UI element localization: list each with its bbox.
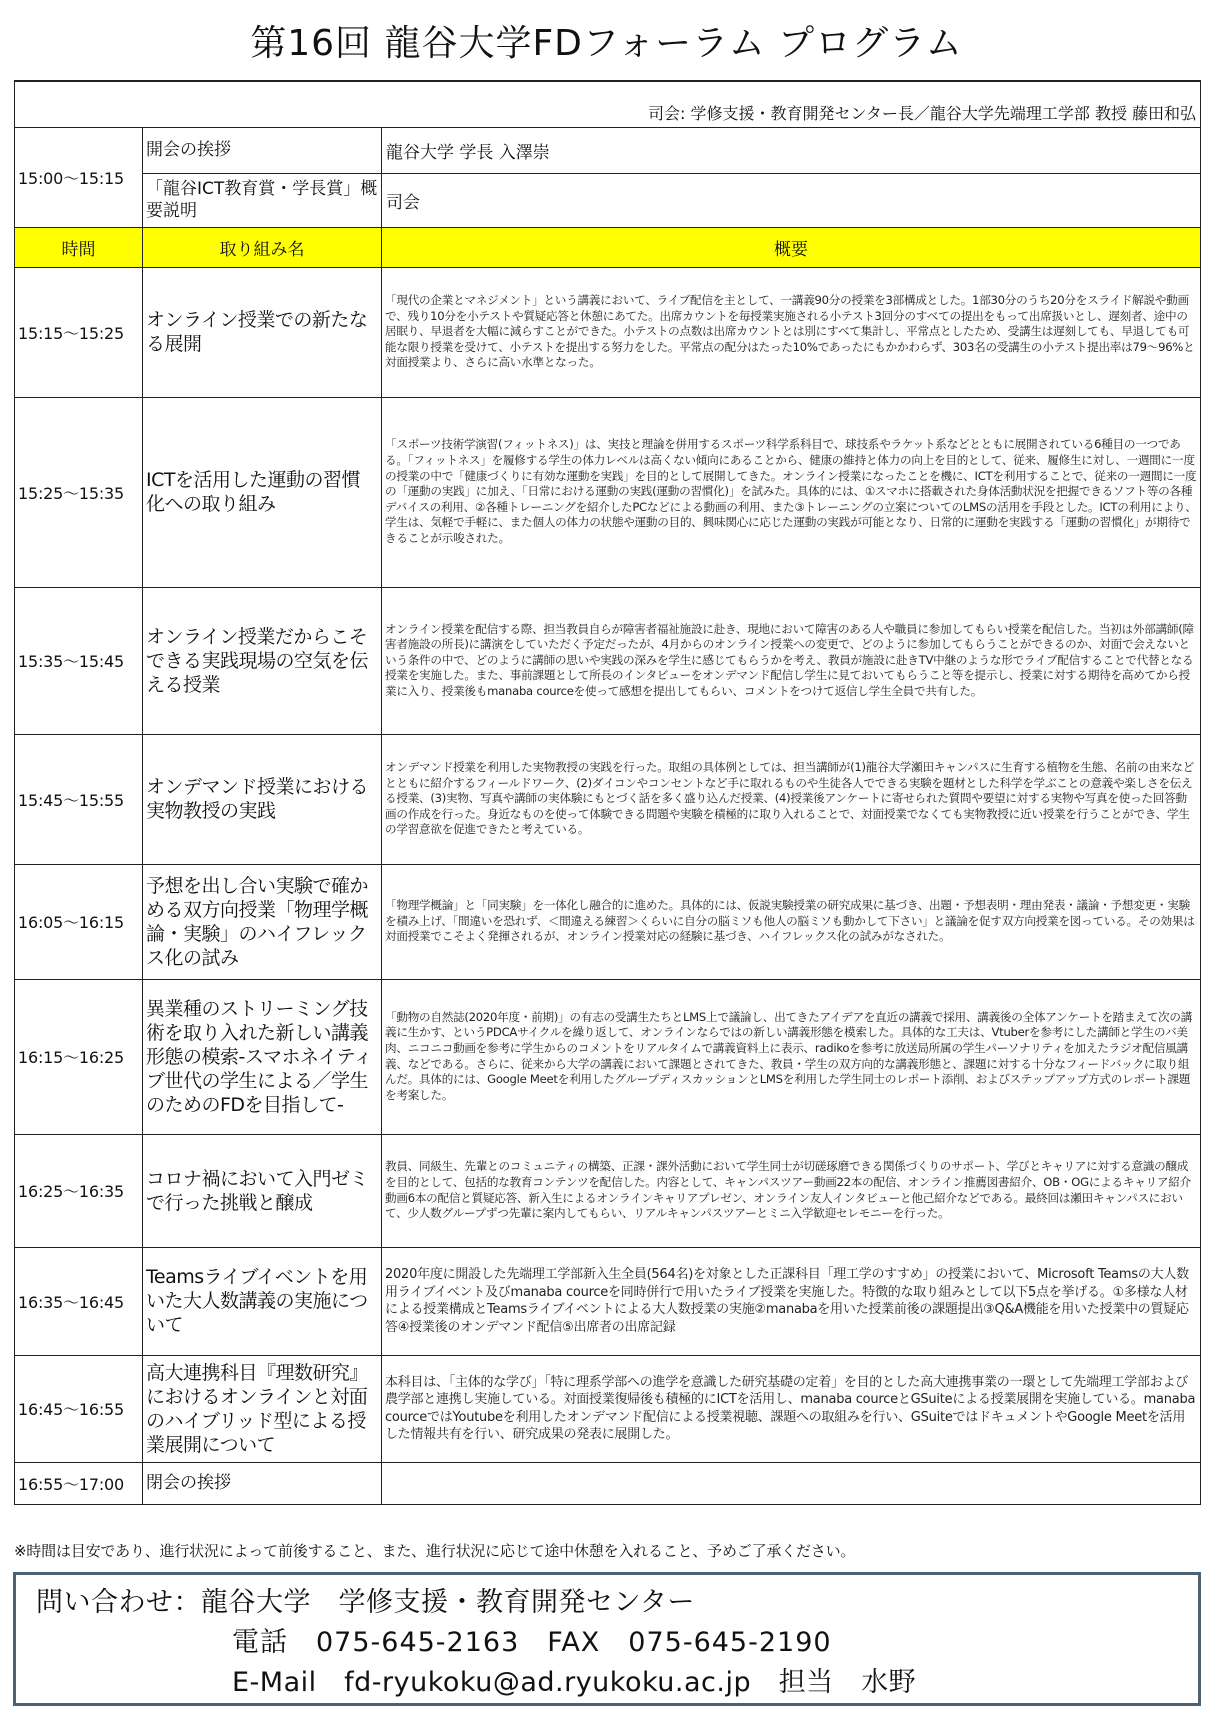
- contact-box: [13, 1572, 1201, 1706]
- session-time: 15:25～15:35: [15, 397, 143, 587]
- session-row: [15, 1134, 1201, 1247]
- contact-email: E-Mail fd-ryukoku@ad.ryukoku.ac.jp 担当 水野: [232, 1667, 917, 1698]
- session-title: コロナ禍において入門ゼミで行った挑戦と醸成: [143, 1134, 382, 1247]
- closing-row: [15, 1462, 1201, 1504]
- session-time: 15:35～15:45: [15, 587, 143, 734]
- closing-label: 閉会の挨拶: [143, 1462, 382, 1504]
- opening-row-2: [15, 173, 1201, 227]
- session-title: 予想を出し合い実験で確かめる双方向授業「物理学概論・実験」のハイフレックス化の試み: [143, 864, 382, 979]
- session-time: 15:15～15:25: [15, 267, 143, 397]
- session-title: オンデマンド授業における実物教授の実践: [143, 734, 382, 864]
- contact-line: 問い合わせ：龍谷大学 学修支援・教育開発センター: [36, 1587, 695, 1618]
- session-title: Teamsライブイベントを用いた大人数講義の実施について: [143, 1247, 382, 1355]
- overview-label: 「龍谷ICT教育賞・学長賞」概要説明: [143, 173, 382, 227]
- session-title: オンライン授業だからこそできる実践現場の空気を伝える授業: [143, 587, 382, 734]
- session-time: 16:15～16:25: [15, 979, 143, 1134]
- session-row: [15, 979, 1201, 1134]
- session-row: [15, 267, 1201, 397]
- session-row: [15, 734, 1201, 864]
- session-time: 16:25～16:35: [15, 1134, 143, 1247]
- session-row: [15, 397, 1201, 587]
- header-row: [15, 227, 1201, 267]
- emcee-row: [15, 99, 1201, 127]
- session-time: 15:45～15:55: [15, 734, 143, 864]
- emcee-spacer-row: [15, 81, 1201, 99]
- session-summary: 2020年度に開設した先端理工学部新入生全員(564名)を対象とした正課科目「理工学のすすめ」の授業において、Microsoft Teamsの大人数用ライブイベント及びmanaba courceを同時併行で用いたライブ授業を実施した。特徴的な取り組みとして以下5点を挙げる。①多様な人材による授業構成とTeamsライブイベントによる大人数授業の実施②manabaを用いた授業前後の課題提出③Q&A機能を用いた授業中の質疑応答④授業後のオンデマンド配信⑤出席者の出席記録: [382, 1247, 1201, 1355]
- contact-phone: 電話 075-645-2163 FAX 075-645-2190: [232, 1627, 832, 1658]
- session-summary: オンデマンド授業を利用した実物教授の実践を行った。取組の具体例としては、担当講師が(1)龍谷大学瀬田キャンパスに生育する植物を生態、名前の由来などとともに紹介するフィールドワーク、(2)ダイコンやコンセントなど手に取れるものや生徒各人でできる実験を題材とした科学を学ぶことの意義や楽しさを伝える授業、(3)実物、写真や講師の実体験にもとづく話を多く盛り込んだ授業、(4)授業後アンケートに寄せられた質問や要望に対する実物や写真を使った回答動画の作成を行った。身近なものを使って体験できる問題や実験を積極的に取り入れることで、対面授業でなくても実物教授に近い授業を行うことができ、学生の学習意欲を促進できたと考えている。: [382, 734, 1201, 864]
- overview-person: 司会: [382, 173, 1201, 227]
- header-name: 取り組み名: [143, 227, 382, 267]
- session-summary: 「物理学概論」と「同実験」を一体化し融合的に進めた。具体的には、仮説実験授業の研究成果に基づき、出題・予想表明・理由発表・議論・予想変更・実験を積み上げ、「間違いを恐れず、＜間違える練習＞くらいに自分の脳ミソも他人の脳ミソも動かして下さい」と議論を促す双方向授業を図っている。その効果は対面授業でこそよく発揮されるが、オンライン授業対応の経験に基づき、ハイフレックス化の試みがなされた。: [382, 864, 1201, 979]
- session-time: 16:35～16:45: [15, 1247, 143, 1355]
- opening-time: 15:00～15:15: [15, 127, 143, 227]
- session-summary: オンライン授業を配信する際、担当教員自らが障害者福祉施設に赴き、現地において障害のある人や職員に参加してもらい授業を配信した。当初は外部講師(障害者施設の所長)に講演をしていただく予定だったが、4月からのオンライン授業への変更で、どのように参加してもらうことができるのか、対面で会えないという条件の中で、どのように講師の思いや実践の深みを学生に感じてもらうかを考え、教員が施設に赴きTV中継のような形でライブ配信することで代替となる授業を実施した。また、事前課題として所長のインタビューをオンデマンド配信し学生に見ておいてもらうこと等を提示し、授業に対する期待を高めてから授業に入り、授業後もmanaba courceを使って感想を提出してもらい、コメントをつけて返信し学生全員で共有した。: [382, 587, 1201, 734]
- session-summary: 本科目は、「主体的な学び」「特に理系学部への進学を意識した研究基礎の定着」を目的とした高大連携事業の一環として先端理工学部および農学部と連携し実施している。対面授業復帰後も積極的にICTを活用し、manaba courceとGSuiteによる授業展開を実施している。manaba courceではYoutubeを利用したオンデマンド配信による授業視聴、課題への取組みを行い、GSuiteではドキュメントやGoogle Meetを活用した情報共有を行い、研究成果の発表に展開した。: [382, 1355, 1201, 1462]
- emcee-text: 司会: 学修支援・教育開発センター長／龍谷大学先端理工学部 教授 藤田和弘: [15, 99, 1201, 127]
- timing-note: ※時間は目安であり、進行状況によって前後すること、また、進行状況に応じて途中休憩を入れること、予めご了承ください。: [14, 1542, 856, 1560]
- session-row: [15, 587, 1201, 734]
- session-time: 16:45～16:55: [15, 1355, 143, 1462]
- session-row: [15, 864, 1201, 979]
- opening-row-1: [15, 127, 1201, 173]
- closing-empty: [382, 1462, 1201, 1504]
- session-row: [15, 1355, 1201, 1462]
- program-table: [14, 80, 1201, 1505]
- session-title: オンライン授業での新たなる展開: [143, 267, 382, 397]
- header-summary: 概要: [382, 227, 1201, 267]
- opening-label: 開会の挨拶: [143, 127, 382, 173]
- session-title: ICTを活用した運動の習慣化への取り組み: [143, 397, 382, 587]
- session-row: [15, 1247, 1201, 1355]
- session-summary: 教員、同級生、先輩とのコミュニティの構築、正課・課外活動において学生同士が切磋琢磨できる関係づくりのサポート、学びとキャリアに対する意識の醸成を目的として、包括的な教育コンテンツを配信した。内容として、キャンパスツアー動画22本の配信、オンライン推薦図書紹介、OB・OGによるキャリア紹介動画6本の配信と質疑応答、新入生によるオンラインキャリアプレゼン、オンライン友人インタビューと他己紹介などである。最終回は瀬田キャンパスにおいて、少人数グループずつ先輩に案内してもらい、リアルキャンパスツアーとミニ入学歓迎セレモニーを行った。: [382, 1134, 1201, 1247]
- session-title: 異業種のストリーミング技術を取り入れた新しい講義形態の模索-スマホネイティブ世代の学生による／学生のためのFDを目指して-: [143, 979, 382, 1134]
- session-summary: 「現代の企業とマネジメント」という講義において、ライブ配信を主として、一講義90分の授業を3部構成とした。1部30分のうち20分をスライド解説や動画で、残り10分を小テストや質疑応答と休憩にあてた。出席カウントを毎授業実施される小テスト3回分のすべての提出をもって出席扱いとし、遅刻者、途中の居眠り、早退者を大幅に減らすことができた。小テストの点数は出席カウントとは別にすべて集計し、平常点としたため、受講生は遅刻しても、早退しても可能な限り授業を受けて、小テストを提出する努力をした。平常点の配分はたった10%であったにもかかわらず、303名の受講生の小テスト提出率は79～96%と対面授業より、さらに高い水準となった。: [382, 267, 1201, 397]
- session-title: 高大連携科目『理数研究』におけるオンラインと対面のハイブリッド型による授業展開について: [143, 1355, 382, 1462]
- session-summary: 「スポーツ技術学演習(フィットネス)」は、実技と理論を併用するスポーツ科学系科目で、球技系やラケット系などとともに展開されている6種目の一つである。「フィットネス」を履修する学生の体力レベルは高くない傾向にあることから、健康の維持と体力の向上を目的として、従来、履修生に対し、一週間に一度の授業の中で「健康づくりに有効な運動を実践」を目的として展開してきた。オンライン授業になったことを機に、ICTを利用することで、従来の一週間に一度の「運動の実践」に加え、「日常における運動の実践(運動の習慣化)」を試みた。具体的には、①スマホに搭載された身体活動状況を把握できるソフト等の各種デバイスの利用、②各種トレーニングを紹介したPCなどによる動画の利用、また③トレーニングの立案についてのLMSの活用を手段とした。ICTの利用により、学生は、気軽で手軽に、また個人の体力の状態や運動の目的、興味関心に応じた運動の実践が可能となり、日常的に運動を実践する「運動の習慣化」が期待できることが示唆された。: [382, 397, 1201, 587]
- header-time: 時間: [15, 227, 143, 267]
- page-title: 第16回 龍谷大学FDフォーラム プログラム: [250, 23, 963, 64]
- closing-time: 16:55～17:00: [15, 1462, 143, 1504]
- session-summary: 「動物の自然誌(2020年度・前期)」の有志の受講生たちとLMS上で議論し、出てきたアイデアを直近の講義で採用、講義後の全体アンケートを踏まえて次の講義に生かす、というPDCAサイクルを繰り返して、オンラインならではの新しい講義形態を模索した。具体的な工夫は、Vtuberを参考にした講師と学生のバ美肉、ニコニコ動画を参考に学生からのコメントをリアルタイムで講義資料上に表示、radikoを参考に放送局所属の学生パーソナリティを加えたラジオ配信風講義、などである。さらに、従来から大学の講義において課題とされてきた、教員・学生の双方向的な講義形態と、課題に対する十分なフィードバックに取り組んだ。具体的には、Google Meetを利用したグループディスカッションとLMSを利用した学生同士のレポート添削、およびステップアップ方式のレポート課題を考案した。: [382, 979, 1201, 1134]
- session-time: 16:05～16:15: [15, 864, 143, 979]
- opening-person: 龍谷大学 学長 入澤崇: [382, 127, 1201, 173]
